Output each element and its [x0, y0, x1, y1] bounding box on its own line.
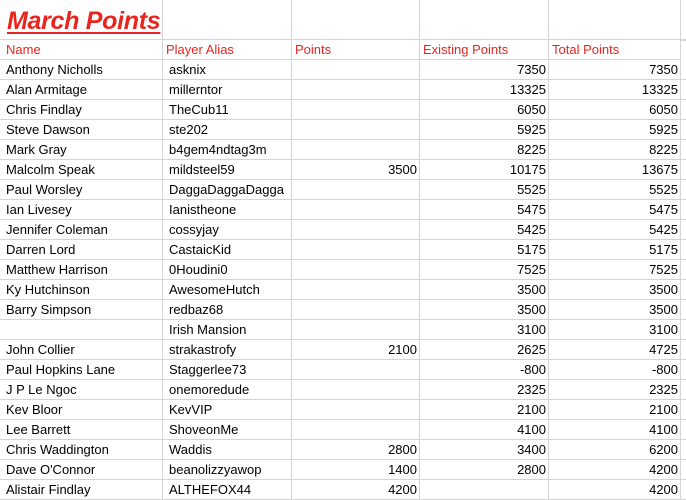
cell-player-alias[interactable]: millerntor — [163, 80, 292, 100]
cell-name[interactable]: Alistair Findlay — [0, 480, 163, 500]
cell-empty[interactable] — [681, 60, 686, 80]
cell-points[interactable] — [292, 320, 420, 340]
table-row — [0, 60, 686, 80]
cell-empty[interactable] — [681, 0, 686, 40]
table-row — [0, 100, 686, 120]
header-points[interactable]: Points — [292, 40, 420, 60]
cell-total-points[interactable]: 7525 — [549, 260, 681, 280]
cell-empty[interactable] — [681, 340, 686, 360]
cell-points[interactable] — [292, 120, 420, 140]
cell-points[interactable] — [292, 100, 420, 120]
cell-existing-points[interactable]: -800 — [420, 360, 549, 380]
cell-existing-points[interactable]: 2625 — [420, 340, 549, 360]
cell-existing-points[interactable]: 3100 — [420, 320, 549, 340]
cell-points[interactable] — [292, 400, 420, 420]
cell-player-alias[interactable]: TheCub11 — [163, 100, 292, 120]
header-player-alias[interactable]: Player Alias — [163, 40, 292, 60]
cell-total-points[interactable]: 3100 — [549, 320, 681, 340]
cell-points[interactable] — [292, 240, 420, 260]
cell-points[interactable]: 2100 — [292, 340, 420, 360]
table-row — [0, 340, 686, 360]
table-row — [0, 220, 686, 240]
cell-existing-points[interactable]: 7350 — [420, 60, 549, 80]
cell-player-alias[interactable]: redbaz68 — [163, 300, 292, 320]
cell-name[interactable] — [0, 320, 163, 340]
cell-player-alias[interactable]: CastaicKid — [163, 240, 292, 260]
cell-empty[interactable] — [681, 280, 686, 300]
cell-name[interactable]: Mark Gray — [0, 140, 163, 160]
cell-total-points[interactable]: 6200 — [549, 440, 681, 460]
cell-empty[interactable] — [681, 80, 686, 100]
cell-total-points[interactable]: 2325 — [549, 380, 681, 400]
table-row — [0, 440, 686, 460]
cell-name[interactable]: Darren Lord — [0, 240, 163, 260]
cell-total-points[interactable]: 3500 — [549, 280, 681, 300]
cell-name[interactable]: Alan Armitage — [0, 80, 163, 100]
table-row — [0, 360, 686, 380]
table-row — [0, 380, 686, 400]
cell-empty[interactable] — [681, 180, 686, 200]
cell-total-points[interactable]: 7350 — [549, 60, 681, 80]
table-row — [0, 80, 686, 100]
header-total-points[interactable]: Total Points — [549, 40, 681, 60]
table-row — [0, 300, 686, 320]
cell-name[interactable]: Malcolm Speak — [0, 160, 163, 180]
cell-name[interactable]: John Collier — [0, 340, 163, 360]
cell-name[interactable]: Anthony Nicholls — [0, 60, 163, 80]
cell-existing-points[interactable]: 10175 — [420, 160, 549, 180]
cell-player-alias[interactable]: mildsteel59 — [163, 160, 292, 180]
cell-empty[interactable] — [681, 460, 686, 480]
cell-total-points[interactable]: 6050 — [549, 100, 681, 120]
cell-empty[interactable] — [549, 0, 681, 40]
cell-player-alias[interactable]: Ianistheone — [163, 200, 292, 220]
cell-empty[interactable] — [681, 140, 686, 160]
title-row — [0, 0, 686, 40]
cell-empty[interactable] — [681, 480, 686, 500]
cell-name[interactable]: Kev Bloor — [0, 400, 163, 420]
cell-points[interactable] — [292, 380, 420, 400]
cell-name[interactable]: Paul Worsley — [0, 180, 163, 200]
cell-existing-points[interactable]: 2800 — [420, 460, 549, 480]
cell-empty[interactable] — [681, 360, 686, 380]
cell-player-alias[interactable]: Waddis — [163, 440, 292, 460]
cell-name[interactable]: Paul Hopkins Lane — [0, 360, 163, 380]
cell-empty[interactable] — [681, 120, 686, 140]
cell-points[interactable] — [292, 80, 420, 100]
cell-total-points[interactable]: 5525 — [549, 180, 681, 200]
cell-total-points[interactable]: 13675 — [549, 160, 681, 180]
cell-existing-points[interactable]: 3500 — [420, 300, 549, 320]
cell-player-alias[interactable]: asknix — [163, 60, 292, 80]
cell-player-alias[interactable]: ShoveonMe — [163, 420, 292, 440]
cell-total-points[interactable]: 3500 — [549, 300, 681, 320]
cell-empty[interactable] — [681, 380, 686, 400]
cell-points[interactable] — [292, 300, 420, 320]
cell-existing-points[interactable]: 2325 — [420, 380, 549, 400]
cell-empty[interactable] — [681, 320, 686, 340]
cell-player-alias[interactable]: DaggaDaggaDagga — [163, 180, 292, 200]
cell-player-alias[interactable]: Irish Mansion — [163, 320, 292, 340]
cell-total-points[interactable]: 5175 — [549, 240, 681, 260]
cell-existing-points[interactable]: 5175 — [420, 240, 549, 260]
cell-existing-points[interactable]: 2100 — [420, 400, 549, 420]
cell-name[interactable]: Ky Hutchinson — [0, 280, 163, 300]
cell-empty[interactable] — [681, 400, 686, 420]
cell-empty[interactable] — [681, 100, 686, 120]
table-row — [0, 120, 686, 140]
cell-total-points[interactable]: 5475 — [549, 200, 681, 220]
cell-existing-points[interactable]: 13325 — [420, 80, 549, 100]
table-row — [0, 480, 686, 500]
cell-existing-points[interactable]: 5475 — [420, 200, 549, 220]
cell-player-alias[interactable]: 0Houdini0 — [163, 260, 292, 280]
cell-total-points[interactable]: 4200 — [549, 480, 681, 500]
cell-player-alias[interactable]: Staggerlee73 — [163, 360, 292, 380]
cell-points[interactable] — [292, 220, 420, 240]
cell-points[interactable]: 3500 — [292, 160, 420, 180]
cell-player-alias[interactable]: onemoredude — [163, 380, 292, 400]
cell-existing-points[interactable]: 7525 — [420, 260, 549, 280]
cell-player-alias[interactable]: beanolizzyawop — [163, 460, 292, 480]
cell-player-alias[interactable]: b4gem4ndtag3m — [163, 140, 292, 160]
cell-name[interactable]: Ian Livesey — [0, 200, 163, 220]
cell-name[interactable]: Matthew Harrison — [0, 260, 163, 280]
cell-total-points[interactable]: 2100 — [549, 400, 681, 420]
cell-total-points[interactable]: 4200 — [549, 460, 681, 480]
header-row — [0, 40, 686, 60]
table-row — [0, 240, 686, 260]
cell-existing-points[interactable]: 3400 — [420, 440, 549, 460]
cell-name[interactable]: Chris Findlay — [0, 100, 163, 120]
cell-name[interactable]: Steve Dawson — [0, 120, 163, 140]
cell-name[interactable]: Dave O'Connor — [0, 460, 163, 480]
cell-points[interactable] — [292, 180, 420, 200]
cell-empty[interactable] — [681, 420, 686, 440]
cell-player-alias[interactable]: ste202 — [163, 120, 292, 140]
cell-player-alias[interactable]: cossyjay — [163, 220, 292, 240]
cell-empty[interactable] — [681, 40, 686, 41]
table-row — [0, 160, 686, 180]
cell-name[interactable]: Jennifer Coleman — [0, 220, 163, 240]
table-row — [0, 420, 686, 440]
cell-empty[interactable] — [681, 240, 686, 260]
cell-total-points[interactable]: 5925 — [549, 120, 681, 140]
cell-total-points[interactable]: -800 — [549, 360, 681, 380]
cell-existing-points[interactable]: 8225 — [420, 140, 549, 160]
cell-empty[interactable] — [681, 260, 686, 280]
cell-points[interactable]: 2800 — [292, 440, 420, 460]
cell-points[interactable] — [292, 260, 420, 280]
cell-points[interactable] — [292, 420, 420, 440]
table-row — [0, 460, 686, 480]
cell-existing-points[interactable]: 5525 — [420, 180, 549, 200]
cell-empty[interactable] — [681, 300, 686, 320]
cell-total-points[interactable]: 13325 — [549, 80, 681, 100]
cell-empty[interactable] — [292, 0, 420, 40]
cell-empty[interactable] — [163, 0, 292, 40]
cell-empty[interactable] — [681, 440, 686, 460]
cell-existing-points[interactable]: 4100 — [420, 420, 549, 440]
cell-points[interactable] — [292, 200, 420, 220]
cell-player-alias[interactable]: strakastrofy — [163, 340, 292, 360]
table-row — [0, 260, 686, 280]
table-row — [0, 320, 686, 340]
cell-total-points[interactable]: 4725 — [549, 340, 681, 360]
header-name[interactable]: Name — [0, 40, 163, 60]
cell-player-alias[interactable]: AwesomeHutch — [163, 280, 292, 300]
cell-points[interactable] — [292, 60, 420, 80]
table-row — [0, 400, 686, 420]
cell-name[interactable]: Lee Barrett — [0, 420, 163, 440]
sheet-title: March Points — [7, 7, 161, 35]
cell-existing-points[interactable]: 3500 — [420, 280, 549, 300]
table-row — [0, 200, 686, 220]
cell-name[interactable]: J P Le Ngoc — [0, 380, 163, 400]
cell-empty[interactable] — [420, 0, 549, 40]
cell-empty[interactable] — [681, 220, 686, 240]
cell-existing-points[interactable]: 5425 — [420, 220, 549, 240]
cell-existing-points[interactable]: 6050 — [420, 100, 549, 120]
cell-points[interactable] — [292, 140, 420, 160]
cell-total-points[interactable]: 5425 — [549, 220, 681, 240]
cell-total-points[interactable]: 4100 — [549, 420, 681, 440]
cell-player-alias[interactable]: ALTHEFOX44 — [163, 480, 292, 500]
cell-existing-points[interactable] — [420, 480, 549, 500]
cell-points[interactable] — [292, 280, 420, 300]
cell-name[interactable]: Chris Waddington — [0, 440, 163, 460]
cell-empty[interactable] — [681, 200, 686, 220]
table-row — [0, 180, 686, 200]
cell-existing-points[interactable]: 5925 — [420, 120, 549, 140]
table-row — [0, 140, 686, 160]
cell-points[interactable]: 4200 — [292, 480, 420, 500]
cell-empty[interactable] — [681, 160, 686, 180]
cell-name[interactable]: Barry Simpson — [0, 300, 163, 320]
table-row — [0, 280, 686, 300]
cell-total-points[interactable]: 8225 — [549, 140, 681, 160]
cell-points[interactable]: 1400 — [292, 460, 420, 480]
cell-points[interactable] — [292, 360, 420, 380]
header-existing-points[interactable]: Existing Points — [420, 40, 549, 60]
cell-player-alias[interactable]: KevVIP — [163, 400, 292, 420]
